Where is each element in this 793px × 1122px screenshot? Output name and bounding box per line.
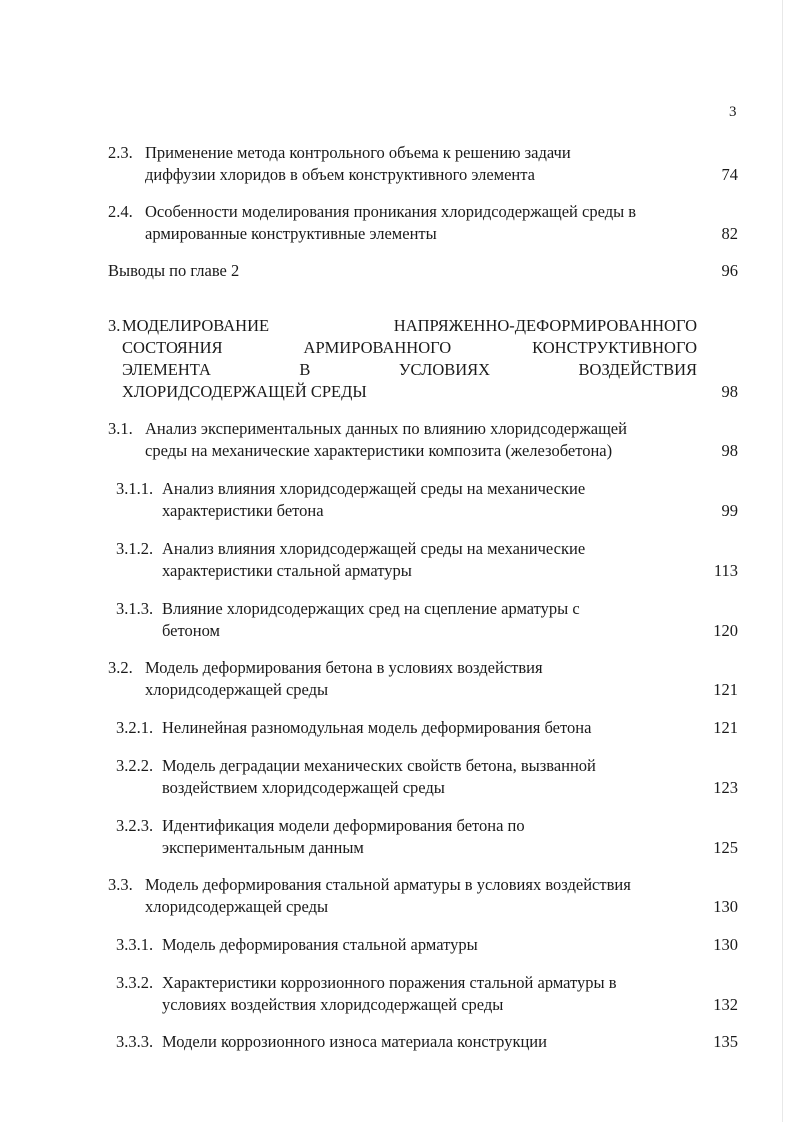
- toc-entry-number: 3.3.3.: [116, 1032, 154, 1051]
- toc-entry-number: 3.1.2.: [116, 539, 154, 558]
- toc-entry-page: 113: [713, 561, 738, 580]
- toc-entry-page: 121: [713, 718, 738, 737]
- toc-entry-page: 74: [721, 165, 738, 184]
- toc-entry-line: Модель деформирования стальной арматуры: [162, 935, 478, 954]
- toc-entry-line: ХЛОРИДСОДЕРЖАЩЕЙ СРЕДЫ: [122, 382, 367, 401]
- toc-entry-line: Нелинейная разномодульная модель деформирования бетона: [162, 718, 592, 737]
- toc-entry-line: Характеристики коррозионного поражения стальной арматуры в: [162, 973, 617, 992]
- toc-entry-page: 132: [713, 995, 738, 1014]
- toc-entry-line: экспериментальным данным: [162, 838, 364, 857]
- toc-entry-line: диффузии хлоридов в объем конструктивного элемента: [145, 165, 535, 184]
- toc-entry-page: 123: [713, 778, 738, 797]
- toc-entry-page: 135: [713, 1032, 738, 1051]
- page-number: 3: [729, 104, 737, 120]
- toc-entry-line: Модели коррозионного износа материала конструкции: [162, 1032, 547, 1051]
- toc-entry-3-1-1[interactable]: [116, 478, 738, 522]
- toc-entry-page: 125: [713, 838, 738, 857]
- toc-entry-3-3-1[interactable]: [116, 934, 738, 956]
- toc-entry-page: 120: [713, 621, 738, 640]
- toc-entry-line: Идентификация модели деформирования бетона по: [162, 816, 525, 835]
- toc-entry-line: СОСТОЯНИЯ АРМИРОВАННОГО КОНСТРУКТИВНОГО: [122, 338, 697, 357]
- toc-entry-line: Влияние хлоридсодержащих сред на сцепление арматуры с: [162, 599, 580, 618]
- toc-entry-line: Анализ экспериментальных данных по влиянию хлоридсодержащей: [145, 419, 627, 438]
- toc-entry-3-2-2[interactable]: [116, 755, 738, 799]
- toc-entry-3-3-3[interactable]: [116, 1031, 738, 1053]
- toc-entry-line: хлоридсодержащей среды: [145, 897, 329, 916]
- toc-entry-page: 98: [721, 382, 738, 401]
- toc-entry-line: Анализ влияния хлоридсодержащей среды на механические: [162, 479, 586, 498]
- scan-edge-line: [782, 0, 783, 1122]
- toc-entry-3-2-1[interactable]: [116, 717, 738, 739]
- toc-entry-number: 3.1.3.: [116, 599, 154, 618]
- toc-entry-line: хлоридсодержащей среды: [145, 680, 329, 699]
- toc-entry-2-4[interactable]: [108, 201, 738, 245]
- toc-entry-number: 2.3.: [108, 143, 133, 162]
- toc-entry-2-3[interactable]: [108, 142, 738, 186]
- toc-entry-number: 3.2.: [108, 658, 133, 677]
- toc-entry-line: среды на механические характеристики композита (железобетона): [145, 441, 613, 460]
- toc-entry-3-2-3[interactable]: [116, 815, 738, 859]
- toc-entry-line: воздействием хлоридсодержащей среды: [162, 778, 445, 797]
- toc-entry-number: 3.2.3.: [116, 816, 154, 835]
- toc-entry-number: 3.: [108, 316, 121, 335]
- toc-entry-page: 130: [713, 897, 738, 916]
- toc-entry-chapter-2-conclusions[interactable]: [108, 260, 738, 282]
- toc-entry-line: характеристики стальной арматуры: [162, 561, 412, 580]
- toc-entry-number: 3.3.: [108, 875, 133, 894]
- toc-entry-line: армированные конструктивные элементы: [145, 224, 437, 243]
- toc-entry-number: 2.4.: [108, 202, 133, 221]
- toc-entry-line: Модель деградации механических свойств бетона, вызванной: [162, 756, 596, 775]
- toc-entry-page: 130: [713, 935, 738, 954]
- toc-entry-3-1-3[interactable]: [116, 598, 738, 642]
- toc-entry-3-3-2[interactable]: [116, 972, 738, 1016]
- toc-entry-line: условиях воздействия хлоридсодержащей среды: [162, 995, 504, 1014]
- toc-entry-chapter-3[interactable]: [108, 315, 738, 403]
- toc-entry-page: 121: [713, 680, 738, 699]
- toc-entry-line: Применение метода контрольного объема к решению задачи: [145, 143, 571, 162]
- toc-entry-line: Выводы по главе 2: [108, 261, 240, 280]
- toc-entry-number: 3.1.1.: [116, 479, 154, 498]
- toc-entry-line: Модель деформирования стальной арматуры в условиях воздействия: [145, 875, 631, 894]
- toc-entry-line: Модель деформирования бетона в условиях воздействия: [145, 658, 543, 677]
- toc-entry-3-3[interactable]: [108, 874, 738, 918]
- toc-entry-number: 3.3.2.: [116, 973, 154, 992]
- toc-entry-number: 3.2.2.: [116, 756, 154, 775]
- toc-entry-line: МОДЕЛИРОВАНИЕ НАПРЯЖЕННО-ДЕФОРМИРОВАННОГО: [122, 316, 697, 335]
- toc-entry-3-1-2[interactable]: [116, 538, 738, 582]
- toc-entry-3-2[interactable]: [108, 657, 738, 701]
- toc-entry-line: Особенности моделирования проникания хлоридсодержащей среды в: [145, 202, 637, 221]
- toc-entry-3-1[interactable]: [108, 418, 738, 462]
- toc-entry-page: 98: [721, 441, 738, 460]
- toc-entry-number: 3.1.: [108, 419, 133, 438]
- toc-entry-page: 96: [721, 261, 738, 280]
- toc-entry-line: бетоном: [162, 621, 220, 640]
- toc-entry-number: 3.2.1.: [116, 718, 154, 737]
- toc-entry-number: 3.3.1.: [116, 935, 154, 954]
- toc-entry-line: ЭЛЕМЕНТА В УСЛОВИЯХ ВОЗДЕЙСТВИЯ: [122, 360, 697, 379]
- toc-entry-page: 82: [721, 224, 738, 243]
- toc-entry-line: характеристики бетона: [162, 501, 324, 520]
- toc-entry-page: 99: [721, 501, 738, 520]
- toc-entry-line: Анализ влияния хлоридсодержащей среды на механические: [162, 539, 586, 558]
